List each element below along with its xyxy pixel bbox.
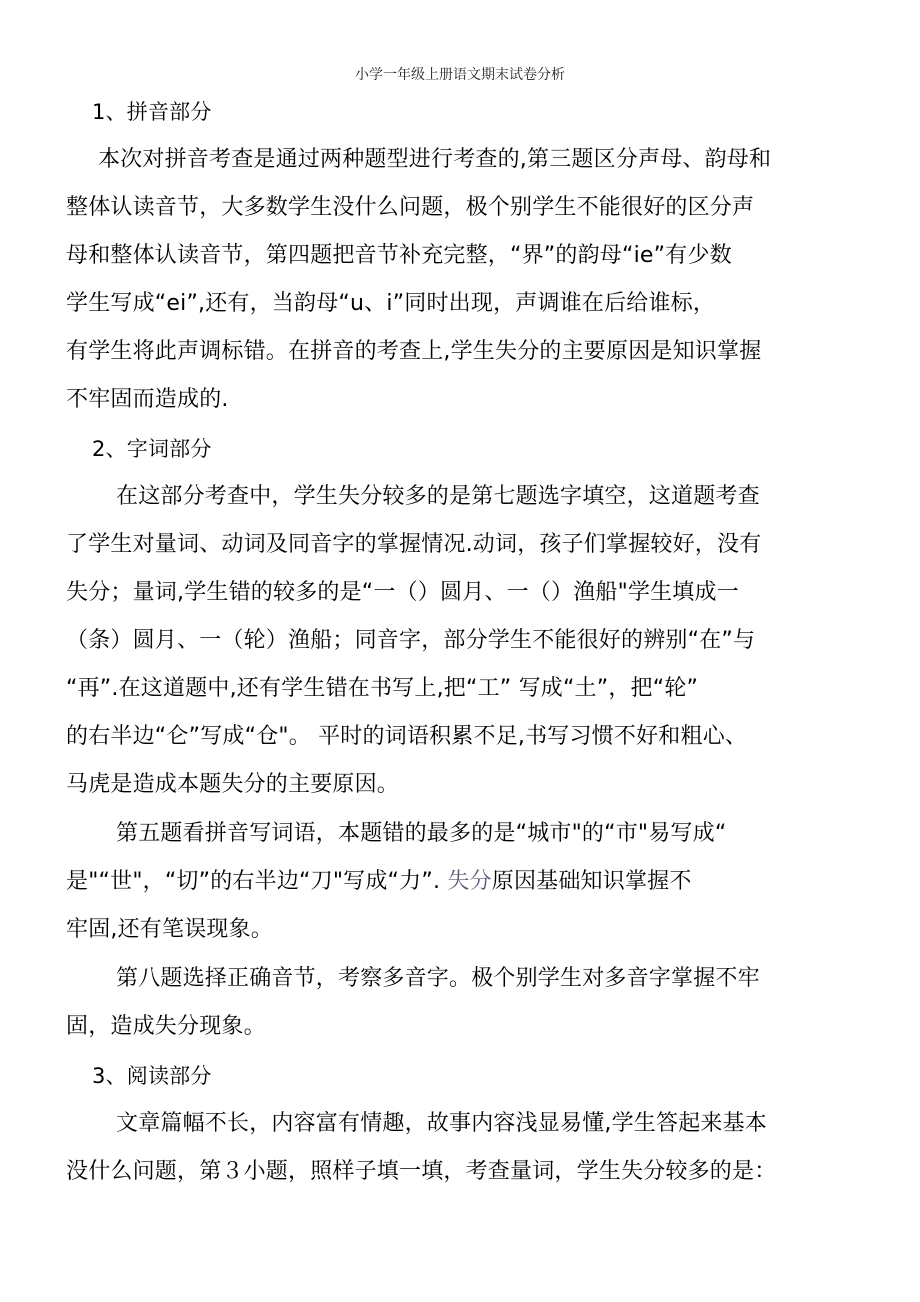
paragraph-line: 第五题看拼音写词语，本题错的最多的是“城市"的“市"易写成“ bbox=[116, 821, 727, 846]
text-span: 原因基础知识掌握不 bbox=[491, 869, 692, 894]
paragraph-line: （条）圆月、一（轮）渔船；同音字，部分学生不能很好的辨别“在”与 bbox=[66, 628, 756, 653]
paragraph-line: 的右半边“仑”写成“仓"。 平时的词语积累不足,书写习惯不好和粗心、 bbox=[66, 724, 748, 749]
paragraph-line: “再”.在这道题中,还有学生错在书写上,把“工” 写成“土”，把“轮” bbox=[66, 676, 699, 701]
paragraph-line: 没什么问题，第３小题，照样子填一填，考查量词，学生失分较多的是： bbox=[66, 1159, 777, 1184]
paragraph-line: 在这部分考查中，学生失分较多的是第七题选字填空，这道题考查 bbox=[116, 484, 760, 509]
paragraph-line: 马虎是造成本题失分的主要原因。 bbox=[66, 772, 400, 797]
section-heading-pinyin: 1、拼音部分 bbox=[92, 100, 212, 124]
paragraph-line: 文章篇幅不长，内容富有情趣，故事内容浅显易懂,学生答起来基本 bbox=[116, 1111, 767, 1136]
text-span: 是"“世"，“切”的右半边“刀"写成“力”. bbox=[66, 869, 448, 894]
page-header-title: 小学一年级上册语文期末试卷分析 bbox=[355, 67, 565, 83]
paragraph-line: 学生写成“ei”,还有，当韵母“u、i”同时出现，声调谁在后给谁标， bbox=[66, 291, 716, 316]
paragraph-line: 牢固,还有笔误现象。 bbox=[66, 917, 273, 942]
section-heading-reading: 3、阅读部分 bbox=[92, 1064, 212, 1088]
section-heading-words: 2、字词部分 bbox=[92, 437, 212, 461]
paragraph-line: 不牢固而造成的. bbox=[66, 387, 229, 412]
paragraph-line: 本次对拼音考查是通过两种题型进行考查的,第三题区分声母、韵母和 bbox=[98, 147, 772, 172]
paragraph-line: 母和整体认读音节，第四题把音节补充完整，“界”的韵母“ie”有少数 bbox=[66, 243, 732, 268]
paragraph-line: 固，造成失分现象。 bbox=[66, 1014, 266, 1039]
highlighted-text: 失分 bbox=[447, 869, 492, 894]
paragraph-line: 第八题选择正确音节，考察多音字。极个别学生对多音字掌握不牢 bbox=[116, 966, 760, 991]
paragraph-line: 了学生对量词、动词及同音字的掌握情况.动词，孩子们掌握较好，没有 bbox=[66, 532, 762, 557]
paragraph-line: 失分；量词,学生错的较多的是“一（）圆月、一（）渔船"学生填成一 bbox=[66, 580, 739, 605]
paragraph-line: 有学生将此声调标错。在拼音的考查上,学生失分的主要原因是知识掌握 bbox=[66, 339, 762, 364]
paragraph-line: 整体认读音节，大多数学生没什么问题，极个别学生不能很好的区分声 bbox=[66, 195, 755, 220]
paragraph-line-mixed bbox=[66, 868, 692, 896]
